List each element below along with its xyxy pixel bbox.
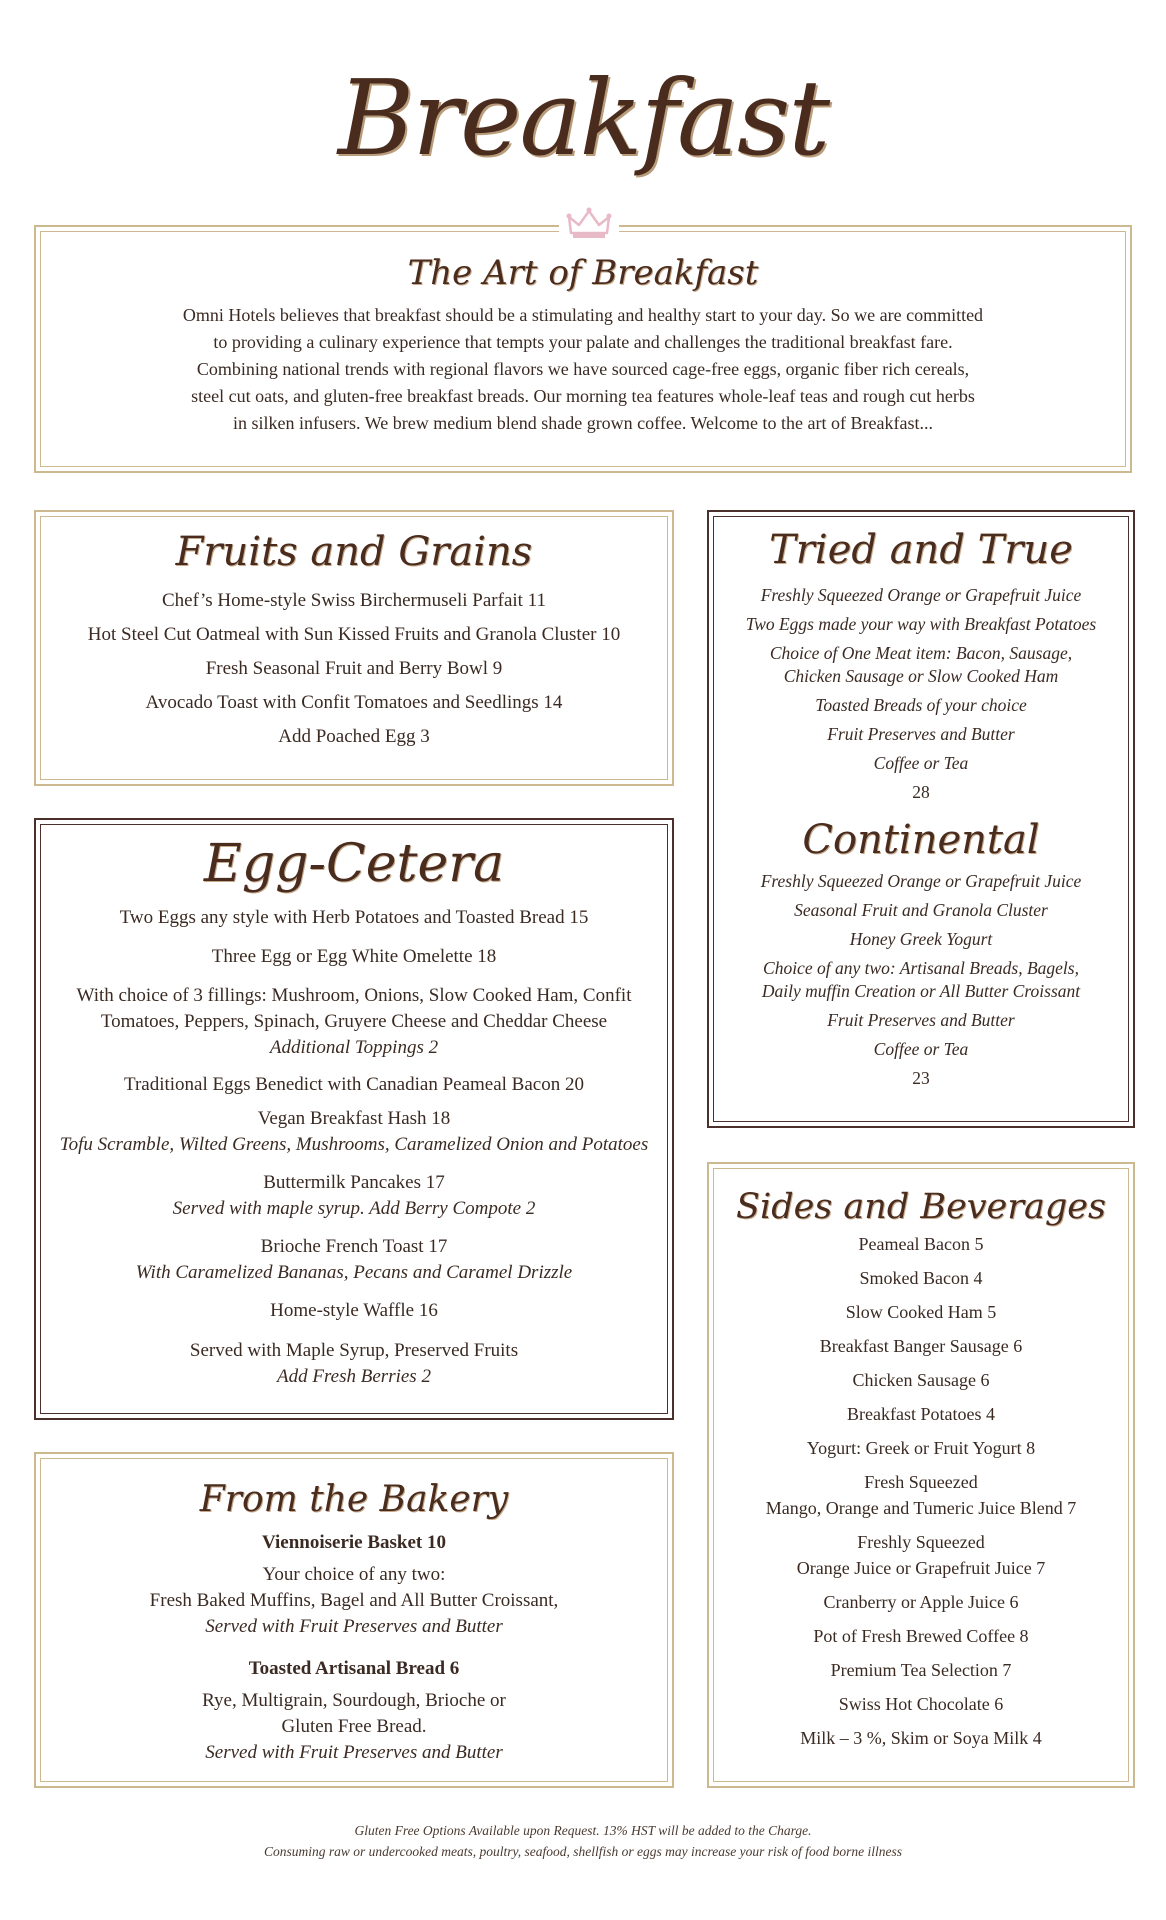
- intro-line: steel cut oats, and gluten-free breakfast breads. Our morning tea features whole-leaf teas and rough cut herbs: [191, 386, 975, 407]
- menu-item: Fruit Preserves and Butter: [827, 1010, 1015, 1030]
- bakery-panel: [34, 1452, 674, 1788]
- menu-item-desc: Served with Fruit Preserves and Butter: [205, 1741, 503, 1763]
- menu-item: Daily muffin Creation or All Butter Croissant: [761, 981, 1081, 1001]
- menu-item: Vegan Breakfast Hash 18: [257, 1108, 451, 1130]
- intro-heading: The Art of Breakfast: [407, 253, 759, 293]
- menu-item: Toasted Artisanal Bread 6: [248, 1657, 460, 1679]
- menu-item: Slow Cooked Ham 5: [845, 1301, 997, 1322]
- bakery-heading: From the Bakery: [199, 1479, 509, 1520]
- menu-item: Freshly Squeezed: [857, 1531, 985, 1552]
- menu-item: Seasonal Fruit and Granola Cluster: [794, 900, 1048, 920]
- menu-item: Choice of any two: Artisanal Breads, Bagels,: [763, 958, 1079, 978]
- menu-item: Yogurt: Greek or Fruit Yogurt 8: [806, 1437, 1036, 1458]
- menu-item: Pot of Fresh Brewed Coffee 8: [813, 1625, 1029, 1646]
- menu-item: Choice of One Meat item: Bacon, Sausage,: [769, 643, 1073, 663]
- menu-item-desc: Served with Fruit Preserves and Butter: [205, 1615, 503, 1637]
- menu-item: Add Poached Egg 3: [278, 726, 430, 747]
- menu-item: Viennoiserie Basket 10: [261, 1531, 446, 1553]
- menu-item: Freshly Squeezed Orange or Grapefruit Juice: [760, 871, 1082, 891]
- menu-item: Fresh Seasonal Fruit and Berry Bowl 9: [205, 658, 503, 679]
- menu-item-desc: Served with maple syrup. Add Berry Compote 2: [172, 1198, 536, 1220]
- fruits-grains-heading: Fruits and Grains: [175, 529, 533, 575]
- menu-item: Breakfast Potatoes 4: [847, 1403, 995, 1424]
- menu-item: Peameal Bacon 5: [858, 1233, 984, 1254]
- menu-item: Home-style Waffle 16: [270, 1300, 438, 1322]
- intro-panel: [34, 225, 1132, 473]
- menu-item-desc: Tomatoes, Peppers, Spinach, Gruyere Cheese and Cheddar Cheese: [100, 1011, 608, 1033]
- menu-item: Orange Juice or Grapefruit Juice 7: [796, 1557, 1046, 1578]
- menu-item: Cranberry or Apple Juice 6: [823, 1591, 1019, 1612]
- intro-text: [133, 302, 1033, 437]
- sides-beverages-panel: [707, 1162, 1135, 1788]
- menu-item: Smoked Bacon 4: [859, 1267, 983, 1288]
- menu-item: Hot Steel Cut Oatmeal with Sun Kissed Fruits and Granola Cluster 10: [87, 624, 621, 645]
- footer-line: Consuming raw or undercooked meats, poultry, seafood, shellfish or eggs may increase your risk of food borne illness: [264, 1844, 902, 1859]
- sides-beverages-heading: Sides and Beverages: [736, 1187, 1106, 1227]
- menu-item-desc: Tofu Scramble, Wilted Greens, Mushrooms, Caramelized Onion and Potatoes: [59, 1134, 649, 1156]
- menu-item: Chef’s Home-style Swiss Birchermuseli Parfait 11: [162, 590, 546, 611]
- menu-item-desc: With choice of 3 fillings: Mushroom, Onions, Slow Cooked Ham, Confit: [76, 985, 632, 1007]
- menu-item: Toasted Breads of your choice: [815, 695, 1027, 715]
- menu-item: Honey Greek Yogurt: [849, 929, 993, 949]
- menu-item-desc: Your choice of any two:: [262, 1563, 446, 1585]
- menu-item: Premium Tea Selection 7: [830, 1659, 1012, 1680]
- menu-item: Chicken Sausage 6: [852, 1369, 990, 1390]
- menu-item: Brioche French Toast 17: [260, 1236, 448, 1258]
- menu-item-desc: Fresh Baked Muffins, Bagel and All Butter Croissant,: [149, 1589, 559, 1611]
- page-title: Breakfast: [337, 57, 829, 179]
- menu-item: Three Egg or Egg White Omelette 18: [211, 946, 497, 968]
- continental-heading: Continental: [802, 817, 1040, 863]
- menu-item: Buttermilk Pancakes 17: [263, 1172, 445, 1194]
- menu-item: Chicken Sausage or Slow Cooked Ham: [783, 666, 1059, 686]
- menu-item-addon: Additional Toppings 2: [269, 1037, 439, 1059]
- menu-item-desc: Served with Maple Syrup, Preserved Fruits: [189, 1340, 519, 1362]
- intro-line: Combining national trends with regional flavors we have sourced cage-free eggs, organic fiber rich cereals,: [196, 359, 970, 380]
- menu-item-desc: Gluten Free Bread.: [281, 1715, 427, 1737]
- menu-item: Fresh Squeezed: [864, 1471, 978, 1492]
- menu-item: Fruit Preserves and Butter: [827, 724, 1015, 744]
- menu-item-desc: With Caramelized Bananas, Pecans and Caramel Drizzle: [135, 1262, 573, 1284]
- menu-item-addon: Add Fresh Berries 2: [277, 1366, 431, 1388]
- price: 28: [912, 782, 930, 802]
- menu-item-desc: Rye, Multigrain, Sourdough, Brioche or: [202, 1689, 506, 1711]
- menu-item: Two Eggs any style with Herb Potatoes and Toasted Bread 15: [119, 907, 589, 929]
- intro-line: Omni Hotels believes that breakfast should be a stimulating and healthy start to your day. So we are committed: [182, 305, 984, 326]
- footer-line: Gluten Free Options Available upon Request. 13% HST will be added to the Charge.: [354, 1823, 812, 1838]
- menu-item: Traditional Eggs Benedict with Canadian Peameal Bacon 20: [124, 1074, 584, 1096]
- menu-item: Coffee or Tea: [873, 1039, 969, 1059]
- crown-icon: [559, 207, 619, 239]
- egg-cetera-heading: Egg-Cetera: [203, 834, 505, 894]
- price: 23: [912, 1068, 930, 1088]
- menu-item: Freshly Squeezed Orange or Grapefruit Juice: [760, 585, 1082, 605]
- menu-item: Milk – 3 %, Skim or Soya Milk 4: [800, 1727, 1042, 1748]
- footer-notes: [0, 1820, 1166, 1862]
- intro-line: in silken infusers. We brew medium blend shade grown coffee. Welcome to the art of Breakfast...: [233, 413, 933, 434]
- menu-item: Coffee or Tea: [873, 753, 969, 773]
- menu-item: Swiss Hot Chocolate 6: [838, 1693, 1004, 1714]
- intro-line: to providing a culinary experience that tempts your palate and challenges the traditional breakfast fare.: [213, 332, 953, 353]
- tried-true-heading: Tried and True: [769, 527, 1073, 573]
- menu-item: Mango, Orange and Tumeric Juice Blend 7: [765, 1497, 1077, 1518]
- menu-item: Two Eggs made your way with Breakfast Potatoes: [745, 614, 1097, 634]
- menu-item: Avocado Toast with Confit Tomatoes and Seedlings 14: [145, 692, 563, 713]
- fruits-grains-panel: [34, 510, 674, 786]
- tried-continental-panel: [707, 510, 1135, 1128]
- menu-item: Breakfast Banger Sausage 6: [819, 1335, 1023, 1356]
- egg-cetera-panel: [34, 818, 674, 1420]
